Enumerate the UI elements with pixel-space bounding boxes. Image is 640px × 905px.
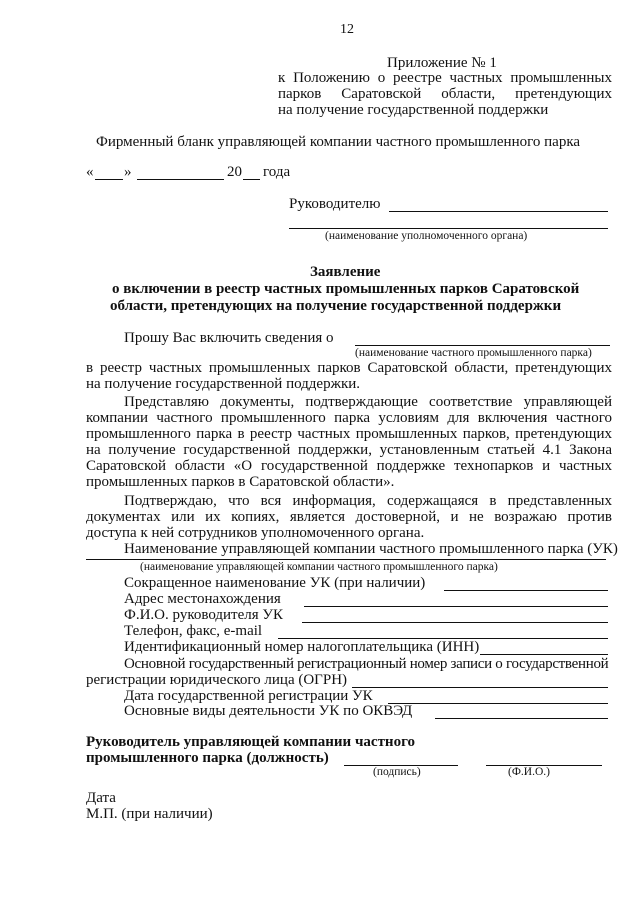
letterhead-note: Фирменный бланк управляющей компании частного промышленного парка bbox=[96, 134, 581, 150]
page-number: 12 bbox=[340, 22, 354, 37]
address-field[interactable] bbox=[304, 606, 608, 607]
ogrn-field[interactable] bbox=[352, 687, 608, 688]
date-label: Дата bbox=[86, 790, 116, 806]
uk-name-caption: (наименование управляющей компании частного промышленного парка) bbox=[140, 561, 498, 573]
addressee-field-2[interactable] bbox=[289, 228, 608, 229]
day-field[interactable] bbox=[95, 179, 123, 180]
signature-caption: (подпись) bbox=[373, 766, 421, 778]
appendix-line: на получение государственной поддержки bbox=[278, 102, 549, 118]
signer-title-line: промышленного парка (должность) bbox=[86, 750, 329, 766]
park-name-field[interactable] bbox=[355, 345, 610, 346]
addressee-label: Руководителю bbox=[289, 196, 381, 212]
address-label: Адрес местонахождения bbox=[124, 591, 281, 607]
ogrn-label-line: регистрации юридического лица (ОГРН) bbox=[86, 672, 348, 688]
inn-field[interactable] bbox=[480, 654, 608, 655]
full-name-caption: (Ф.И.О.) bbox=[508, 766, 550, 778]
year-suffix: года bbox=[263, 164, 291, 180]
year-prefix: 20 bbox=[227, 164, 242, 180]
ogrn-label-line: Основной государственный регистрационный номер записи о государственной bbox=[124, 656, 609, 672]
director-field[interactable] bbox=[302, 622, 608, 623]
request-lead: Прошу Вас включить сведения о bbox=[124, 330, 334, 346]
contacts-label: Телефон, факс, e-mail bbox=[124, 623, 263, 639]
date-open-quote: « bbox=[86, 164, 94, 180]
statement-title: Заявление bbox=[310, 264, 381, 280]
reg-date-field[interactable] bbox=[388, 703, 608, 704]
park-name-caption: (наименование частного промышленного парка) bbox=[355, 347, 592, 359]
director-label: Ф.И.О. руководителя УК bbox=[124, 607, 284, 623]
appendix-line: парков Саратовской области, претендующих bbox=[278, 86, 612, 102]
docs-paragraph-line: промышленного парка в реестр частных промышленных парков, претендующих bbox=[86, 426, 612, 442]
okved-field[interactable] bbox=[435, 718, 608, 719]
docs-paragraph-line: Саратовской области «О государственной поддержке технопарков и частных bbox=[86, 458, 612, 474]
confirm-paragraph-line: документах или их копиях, является достоверной, и не возражаю против bbox=[86, 509, 612, 525]
docs-paragraph-line: на получение государственной поддержки, установленным статьей 4.1 Закона bbox=[86, 442, 612, 458]
date-close-quote: » bbox=[124, 164, 132, 180]
uk-name-label: Наименование управляющей компании частного промышленного парка (УК) bbox=[124, 541, 618, 557]
okved-label: Основные виды деятельности УК по ОКВЭД bbox=[124, 703, 413, 719]
signer-title-line: Руководитель управляющей компании частного bbox=[86, 734, 416, 750]
reg-date-label: Дата государственной регистрации УК bbox=[124, 688, 373, 704]
year-field[interactable] bbox=[243, 179, 260, 180]
confirm-paragraph-line: Подтверждаю, что вся информация, содержащаяся в представленных bbox=[124, 493, 612, 509]
inn-label: Идентификационный номер налогоплательщика (ИНН) bbox=[124, 639, 480, 655]
statement-subtitle-line: области, претендующих на получение государственной поддержки bbox=[110, 298, 562, 314]
addressee-caption: (наименование уполномоченного органа) bbox=[325, 230, 528, 242]
month-field[interactable] bbox=[137, 179, 224, 180]
addressee-field[interactable] bbox=[389, 211, 608, 212]
short-name-field[interactable] bbox=[444, 590, 608, 591]
docs-paragraph-line: компании частного промышленного парка условиям для включения частного bbox=[86, 410, 612, 426]
short-name-label: Сокращенное наименование УК (при наличии) bbox=[124, 575, 426, 591]
request-line: на получение государственной поддержки. bbox=[86, 376, 361, 392]
appendix-line: к Положению о реестре частных промышленных bbox=[278, 70, 612, 86]
confirm-paragraph-line: доступа к ней сотрудников уполномоченного органа. bbox=[86, 525, 425, 541]
docs-paragraph-line: Представляю документы, подтверждающие соответствие управляющей bbox=[124, 394, 612, 410]
appendix-title: Приложение № 1 bbox=[387, 55, 497, 71]
uk-name-field[interactable] bbox=[86, 559, 606, 560]
docs-paragraph-line: промышленных парков в Саратовской области». bbox=[86, 474, 395, 490]
request-line: в реестр частных промышленных парков Саратовской области, претендующих bbox=[86, 360, 612, 376]
seal-label: М.П. (при наличии) bbox=[86, 806, 213, 822]
statement-subtitle-line: о включении в реестр частных промышленных парков Саратовской bbox=[112, 281, 580, 297]
